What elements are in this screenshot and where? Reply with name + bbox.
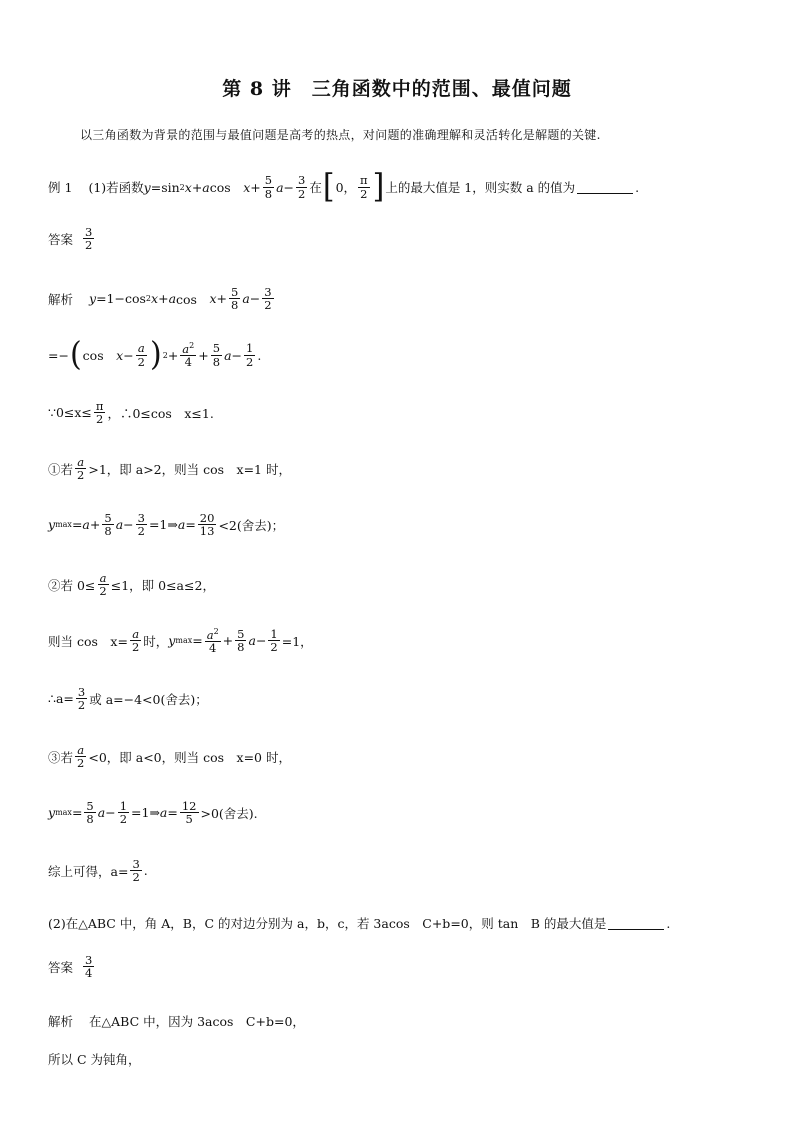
answer-blank	[577, 181, 633, 194]
analysis-line-p2: 解析 在△ABC 中，因为 3acos C+b=0，	[48, 1014, 305, 1029]
summary-line: 综上可得，a= $\frac{3}{2}$ .	[48, 857, 148, 885]
analysis-line-p2-next: 所以 C 为钝角，	[48, 1052, 141, 1067]
case-2-conclusion: ∴a= $\frac{3}{2}$ 或 a=−4<0(舍去)；	[48, 685, 208, 713]
analysis-line-1: 解析 y =1−cos 2 x + a cos x + $\frac{5}{8}$ a − $\frac{3}{2}$	[48, 285, 272, 313]
answer-label: 答案	[48, 231, 74, 247]
answer-line-2: 答案 $\frac{3}{4}$	[48, 953, 93, 981]
example-label: 例 1	[48, 180, 73, 195]
analysis-label: 解析	[48, 291, 74, 307]
case-2-result: 则当 cos x= $\frac{a}{2}$ 时， y max = $\frac{a^2}{4}$ + $\frac{5}{8}$ a − $\frac{1}{2}$ =1，	[48, 627, 313, 655]
case-1-line: ①若 $\frac{a}{2}$ >1，即 a>2，则当 cos x=1 时，	[48, 455, 291, 483]
case-3-line: ③若 $\frac{a}{2}$ <0，即 a<0，则当 cos x=0 时，	[48, 743, 291, 771]
case-1-result: y max = a + $\frac{5}{8}$ a − $\frac{3}{2}$ =1⇒ a = $\frac{20}{13}$ <2(舍去)；	[48, 511, 285, 539]
analysis-line-2: =− ( cos x − $\frac{a}{2}$ ) 2 + $\frac{a^2}{4}$ + $\frac{5}{8}$ a − $\frac{1}{2}$ .	[48, 335, 262, 374]
page-title: 第 8 讲 三角函数中的范围、最值问题	[222, 78, 572, 100]
case-3-result: y max = $\frac{5}{8}$ a − $\frac{1}{2}$ =1⇒ a = $\frac{12}{5}$ >0(舍去).	[48, 799, 258, 827]
answer-blank-2	[608, 917, 664, 930]
answer-line-1: 答案 $\frac{3}{2}$	[48, 225, 93, 253]
example-1-part-2: (2)在△ABC 中，角 A，B，C 的对边分别为 a，b，c，若 3acos C+b=0，则 tan B 的最大值是 .	[48, 915, 671, 931]
case-2-line: ②若 0≤ $\frac{a}{2}$ ≤1，即 0≤a≤2，	[48, 571, 215, 599]
part-1-label: (1)若函数	[88, 180, 144, 195]
condition-line: ∵0≤x≤ $\frac{\pi}{2}$ ，∴0≤cos x≤1.	[48, 399, 214, 427]
example-1-part-1: 例 1 (1)若函数 y =sin 2 x + a cos x + $\frac{5}{8}$ a − $\frac{3}{2}$ 在 [ 0， $\frac{\pi}{2}$ ] 上的最大值是 1，则实数 a 的值为 .	[48, 167, 640, 206]
intro-paragraph: 以三角函数为背景的范围与最值问题是高考的热点，对问题的准确理解和灵活转化是解题的关键.	[80, 128, 601, 142]
